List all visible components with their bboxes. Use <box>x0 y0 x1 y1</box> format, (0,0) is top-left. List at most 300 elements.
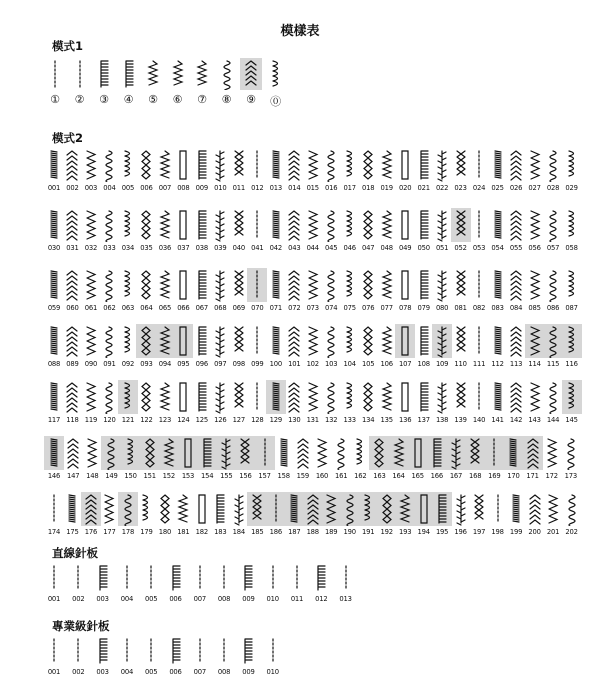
stitch-pattern-icon <box>173 208 193 242</box>
plate-stitch-item <box>238 636 258 686</box>
mode2-stitch-number: 012 <box>251 184 264 192</box>
plate-stitch-row <box>44 636 364 686</box>
stitch-pattern-icon <box>62 148 82 182</box>
mode2-stitch-number: 182 <box>195 528 209 536</box>
stitch-pattern-icon <box>358 208 378 242</box>
plate-stitch-item <box>336 563 356 613</box>
mode2-stitch-number: 149 <box>105 472 118 480</box>
mode2-stitch-item <box>210 266 230 324</box>
mode2-stitch-item <box>469 266 489 324</box>
mode1-stitch-number: ⑦ <box>197 93 207 106</box>
mode2-stitch-number: 107 <box>398 360 412 368</box>
plate-stitch-item <box>68 636 88 686</box>
mode1-stitch-item <box>142 58 164 108</box>
mode2-stitch-number: 094 <box>158 360 172 368</box>
mode2-stitch-item <box>247 378 267 436</box>
stitch-pattern-icon <box>432 268 452 302</box>
mode2-stitch-number: 154 <box>200 472 214 480</box>
stitch-pattern-icon <box>432 148 452 182</box>
mode2-stitch-item <box>358 146 378 204</box>
stitch-pattern-icon <box>63 436 83 470</box>
stitch-pattern-icon <box>312 436 332 470</box>
stitch-pattern-icon <box>414 492 434 526</box>
mode1-stitch-item <box>69 58 91 108</box>
mode2-stitch-item <box>377 322 397 380</box>
stitch-pattern-icon <box>303 208 323 242</box>
mode2-stitch-number: 090 <box>84 360 98 368</box>
stitch-pattern-icon <box>321 492 341 526</box>
stitch-pattern-icon <box>377 268 397 302</box>
mode2-stitch-item <box>62 206 82 264</box>
stitch-pattern-icon <box>155 268 175 302</box>
stitch-pattern-icon <box>377 208 397 242</box>
stitch-pattern-icon <box>136 268 156 302</box>
plate-stitch-number: 003 <box>96 668 109 676</box>
mode2-stitch-number: 028 <box>546 184 560 192</box>
plate-stitch-number: 011 <box>290 595 304 603</box>
mode1-stitch-number: ① <box>50 93 60 106</box>
mode2-stitch-item <box>358 322 378 380</box>
mode2-stitch-number: 050 <box>417 244 430 252</box>
stitch-pattern-icon <box>311 563 331 593</box>
mode2-stitch-item <box>44 146 64 204</box>
mode2-stitch-row <box>44 322 580 380</box>
mode2-stitch-item <box>395 490 415 548</box>
stitch-pattern-icon <box>192 380 212 414</box>
mode2-stitch-number: 108 <box>417 360 430 368</box>
mode2-stitch-number: 080 <box>435 304 449 312</box>
mode2-stitch-item <box>62 266 82 324</box>
mode2-stitch-number: 146 <box>47 472 61 480</box>
mode2-stitch-item <box>488 266 508 324</box>
plate-stitch-item <box>263 563 283 613</box>
stitch-pattern-icon <box>159 436 179 470</box>
stitch-pattern-icon <box>451 380 471 414</box>
mode2-stitch-number: 105 <box>362 360 375 368</box>
mode2-stitch-item <box>451 322 471 380</box>
stitch-pattern-icon <box>395 380 415 414</box>
mode2-stitch-item <box>414 322 434 380</box>
mode2-stitch-item <box>506 266 526 324</box>
plate-stitch-number: 012 <box>315 595 328 603</box>
stitch-pattern-icon <box>93 563 113 593</box>
plate-stitch-number: 008 <box>217 668 231 676</box>
stitch-pattern-icon <box>377 148 397 182</box>
mode2-stitch-number: 031 <box>66 244 79 252</box>
mode2-stitch-item <box>274 434 294 492</box>
stitch-pattern-icon <box>525 324 545 358</box>
stitch-pattern-icon <box>488 380 508 414</box>
mode2-stitch-item <box>216 434 236 492</box>
stitch-pattern-icon <box>62 324 82 358</box>
stitch-pattern-icon <box>293 436 313 470</box>
stitch-pattern-icon <box>506 148 526 182</box>
mode2-stitch-item <box>525 206 545 264</box>
mode2-stitch-item <box>99 490 119 548</box>
mode2-stitch-item <box>451 490 471 548</box>
mode2-stitch-item <box>414 266 434 324</box>
stitch-pattern-icon <box>432 380 452 414</box>
stitch-pattern-icon <box>238 636 258 666</box>
stitch-pattern-icon <box>562 268 582 302</box>
mode2-stitch-number: 155 <box>220 472 233 480</box>
mode2-stitch-item <box>543 146 563 204</box>
stitch-pattern-icon <box>525 380 545 414</box>
mode2-stitch-item <box>62 322 82 380</box>
mode2-stitch-number: 138 <box>435 416 449 424</box>
stitch-pattern-icon <box>488 208 508 242</box>
stitch-pattern-icon <box>340 492 360 526</box>
mode2-stitch-number: 171 <box>526 472 539 480</box>
plate-stitch-number: 008 <box>217 595 231 603</box>
mode2-stitch-number: 048 <box>380 244 393 252</box>
mode2-stitch-number: 124 <box>177 416 190 424</box>
mode2-stitch-item <box>229 146 249 204</box>
stitch-pattern-icon <box>118 380 138 414</box>
mode2-stitch-number: 086 <box>546 304 560 312</box>
mode2-stitch-number: 141 <box>491 416 504 424</box>
mode2-stitch-number: 045 <box>325 244 338 252</box>
stitch-pattern-icon <box>44 268 64 302</box>
mode2-stitch-number: 025 <box>491 184 504 192</box>
stitch-pattern-icon <box>303 148 323 182</box>
mode2-stitch-item <box>488 378 508 436</box>
mode2-stitch-item <box>303 206 323 264</box>
stitch-pattern-icon <box>562 492 582 526</box>
mode2-stitch-item <box>340 206 360 264</box>
stitch-pattern-icon <box>451 492 471 526</box>
mode2-stitch-number: 032 <box>84 244 98 252</box>
stitch-pattern-icon <box>266 492 286 526</box>
mode2-stitch-item <box>561 434 581 492</box>
mode2-stitch-number: 128 <box>251 416 264 424</box>
mode2-stitch-number: 195 <box>435 528 449 536</box>
mode2-stitch-item <box>562 490 582 548</box>
stitch-pattern-icon <box>229 268 249 302</box>
mode2-stitch-item <box>284 322 304 380</box>
mode2-stitch-number: 110 <box>454 360 467 368</box>
mode2-stitch-number: 116 <box>565 360 578 368</box>
mode2-stitch-item <box>321 266 341 324</box>
stitch-pattern-icon <box>210 148 230 182</box>
stitch-pattern-icon <box>62 380 82 414</box>
mode2-stitch-number: 052 <box>454 244 467 252</box>
mode2-stitch-item <box>340 378 360 436</box>
mode2-stitch-number: 006 <box>140 184 153 192</box>
mode2-stitch-item <box>118 378 138 436</box>
mode2-stitch-item <box>81 206 101 264</box>
mode2-stitch-item <box>321 378 341 436</box>
plate-stitch-number: 013 <box>339 595 352 603</box>
mode2-stitch-item <box>266 206 286 264</box>
stitch-pattern-icon <box>321 148 341 182</box>
mode1-stitch-row <box>44 58 314 108</box>
plate-stitch-number: 003 <box>96 595 109 603</box>
mode2-stitch-item <box>303 322 323 380</box>
stitch-pattern-icon <box>136 148 156 182</box>
mode2-stitch-number: 029 <box>565 184 578 192</box>
mode2-stitch-item <box>192 206 212 264</box>
mode2-stitch-item <box>155 266 175 324</box>
mode2-stitch-number: 111 <box>472 360 486 368</box>
mode2-stitch-item <box>562 266 582 324</box>
mode2-stitch-number: 135 <box>380 416 393 424</box>
stitch-pattern-icon <box>155 148 175 182</box>
stitch-pattern-icon <box>336 563 356 593</box>
mode2-stitch-number: 151 <box>143 472 156 480</box>
mode2-stitch-item <box>284 378 304 436</box>
mode2-stitch-number: 163 <box>373 472 386 480</box>
plate-stitch-item <box>44 563 64 613</box>
mode2-stitch-item <box>488 146 508 204</box>
mode2-stitch-item <box>229 490 249 548</box>
mode2-stitch-number: 123 <box>158 416 172 424</box>
mode2-stitch-number: 060 <box>66 304 79 312</box>
stitch-pattern-icon <box>469 380 489 414</box>
mode2-stitch-number: 067 <box>195 304 209 312</box>
mode2-stitch-item <box>247 490 267 548</box>
plate-stitch-item <box>238 563 258 613</box>
stitch-pattern-icon <box>266 380 286 414</box>
mode2-stitch-item <box>192 490 212 548</box>
mode2-stitch-number: 089 <box>66 360 79 368</box>
mode2-stitch-item <box>284 146 304 204</box>
mode2-stitch-item <box>377 266 397 324</box>
stitch-pattern-icon <box>118 268 138 302</box>
mode2-stitch-item <box>503 434 523 492</box>
mode2-stitch-item <box>192 146 212 204</box>
stitch-pattern-icon <box>432 208 452 242</box>
mode2-stitch-number: 087 <box>565 304 578 312</box>
mode2-stitch-item <box>469 378 489 436</box>
stitch-pattern-icon <box>465 436 485 470</box>
stitch-pattern-icon <box>210 324 230 358</box>
mode2-stitch-item <box>197 434 217 492</box>
mode2-stitch-number: 183 <box>214 528 227 536</box>
stitch-pattern-icon <box>68 636 88 666</box>
plate-stitch-number: 001 <box>47 595 61 603</box>
stitch-pattern-icon <box>99 492 119 526</box>
mode1-stitch-item <box>44 58 66 108</box>
mode2-stitch-number: 190 <box>343 528 356 536</box>
stitch-pattern-icon <box>44 324 64 358</box>
mode2-stitch-item <box>81 322 101 380</box>
stitch-pattern-icon <box>414 380 434 414</box>
mode2-stitch-item <box>140 434 160 492</box>
mode2-stitch-number: 196 <box>454 528 467 536</box>
stitch-pattern-icon <box>173 492 193 526</box>
mode2-stitch-item <box>155 490 175 548</box>
mode2-stitch-item <box>395 146 415 204</box>
mode2-stitch-number: 022 <box>435 184 449 192</box>
stitch-pattern-icon <box>44 208 64 242</box>
mode2-stitch-number: 106 <box>380 360 393 368</box>
mode2-stitch-number: 081 <box>454 304 467 312</box>
mode1-stitch-item <box>191 58 213 108</box>
mode2-stitch-item <box>155 206 175 264</box>
stitch-pattern-icon <box>377 380 397 414</box>
mode2-stitch-item <box>229 206 249 264</box>
mode2-stitch-number: 078 <box>398 304 412 312</box>
mode2-stitch-item <box>192 378 212 436</box>
section-pro-plate-heading: 專業級針板 <box>52 619 110 633</box>
mode2-stitch-number: 083 <box>491 304 504 312</box>
mode2-stitch-number: 051 <box>435 244 449 252</box>
stitch-pattern-icon <box>523 436 543 470</box>
mode2-stitch-item <box>446 434 466 492</box>
mode2-stitch-item <box>303 146 323 204</box>
mode2-stitch-item <box>293 434 313 492</box>
stitch-pattern-icon <box>173 380 193 414</box>
mode2-stitch-item <box>235 434 255 492</box>
mode2-stitch-number: 018 <box>362 184 375 192</box>
mode2-stitch-item <box>543 378 563 436</box>
mode2-stitch-number: 019 <box>380 184 393 192</box>
stitch-pattern-icon <box>247 380 267 414</box>
stitch-pattern-icon <box>192 148 212 182</box>
mode2-stitch-number: 145 <box>565 416 578 424</box>
stitch-pattern-icon <box>266 148 286 182</box>
mode2-stitch-number: 120 <box>103 416 116 424</box>
mode2-stitch-number: 187 <box>288 528 301 536</box>
plate-stitch-number: 005 <box>145 668 158 676</box>
straight-plate-stitch-row <box>44 563 364 613</box>
stitch-pattern-icon <box>141 563 161 593</box>
mode2-stitch-number: 126 <box>214 416 227 424</box>
plate-stitch-item <box>117 563 137 613</box>
mode2-stitch-item <box>377 146 397 204</box>
stitch-pattern-icon <box>101 436 121 470</box>
stitch-pattern-icon <box>229 208 249 242</box>
mode2-stitch-item <box>432 146 452 204</box>
stitch-pattern-icon <box>247 208 267 242</box>
mode2-stitch-item <box>525 490 545 548</box>
stitch-pattern-icon <box>192 208 212 242</box>
stitch-pattern-icon <box>167 58 189 90</box>
mode2-stitch-number: 034 <box>121 244 135 252</box>
mode2-stitch-number: 047 <box>362 244 375 252</box>
stitch-pattern-icon <box>155 208 175 242</box>
mode2-stitch-number: 099 <box>251 360 264 368</box>
mode2-stitch-number: 139 <box>454 416 467 424</box>
mode2-stitch-item <box>229 266 249 324</box>
mode2-stitch-number: 053 <box>472 244 486 252</box>
plate-stitch-item <box>214 563 234 613</box>
stitch-pattern-icon <box>358 380 378 414</box>
mode1-stitch-item <box>118 58 140 108</box>
stitch-pattern-icon <box>340 148 360 182</box>
mode2-stitch-number: 037 <box>177 244 190 252</box>
plate-stitch-number: 004 <box>120 668 134 676</box>
mode2-stitch-item <box>562 206 582 264</box>
mode2-stitch-item <box>229 378 249 436</box>
stitch-pattern-icon <box>543 492 563 526</box>
stitch-pattern-icon <box>506 324 526 358</box>
mode2-stitch-item <box>395 206 415 264</box>
mode2-stitch-item <box>136 146 156 204</box>
stitch-pattern-icon <box>506 492 526 526</box>
mode2-stitch-item <box>81 146 101 204</box>
mode2-stitch-item <box>432 490 452 548</box>
mode2-stitch-item <box>303 266 323 324</box>
mode2-stitch-item <box>118 490 138 548</box>
stitch-pattern-icon <box>229 492 249 526</box>
stitch-pattern-icon <box>44 380 64 414</box>
stitch-pattern-icon <box>506 208 526 242</box>
stitch-pattern-icon <box>321 380 341 414</box>
mode2-stitch-item <box>173 266 193 324</box>
mode2-stitch-item <box>82 434 102 492</box>
stitch-pattern-icon <box>303 324 323 358</box>
plate-stitch-item <box>141 563 161 613</box>
mode2-stitch-item <box>173 206 193 264</box>
stitch-pattern-icon <box>155 380 175 414</box>
mode2-stitch-item <box>62 378 82 436</box>
mode2-stitch-number: 117 <box>47 416 61 424</box>
plate-stitch-number: 001 <box>47 668 61 676</box>
mode2-stitch-number: 088 <box>47 360 61 368</box>
stitch-pattern-icon <box>136 208 156 242</box>
mode2-stitch-number: 084 <box>509 304 523 312</box>
stitch-pattern-icon <box>214 636 234 666</box>
stitch-pattern-icon <box>121 436 141 470</box>
mode2-stitch-row <box>44 146 580 204</box>
mode2-stitch-number: 165 <box>411 472 424 480</box>
mode2-stitch-item <box>266 490 286 548</box>
mode2-stitch-number: 166 <box>430 472 444 480</box>
mode2-stitch-number: 189 <box>325 528 338 536</box>
stitch-pattern-icon <box>543 268 563 302</box>
mode2-stitch-item <box>432 206 452 264</box>
mode2-stitch-number: 185 <box>251 528 264 536</box>
mode2-stitch-row <box>44 378 580 436</box>
stitch-pattern-icon <box>99 380 119 414</box>
mode2-stitch-item <box>488 206 508 264</box>
mode2-stitch-item <box>136 322 156 380</box>
mode2-stitch-item <box>488 490 508 548</box>
mode2-stitch-item <box>284 266 304 324</box>
mode2-stitch-number: 075 <box>343 304 356 312</box>
mode2-stitch-number: 156 <box>239 472 252 480</box>
mode2-stitch-number: 131 <box>306 416 319 424</box>
stitch-pattern-icon <box>321 268 341 302</box>
mode2-stitch-item <box>543 266 563 324</box>
stitch-pattern-icon <box>395 208 415 242</box>
mode2-stitch-number: 192 <box>380 528 393 536</box>
chart-title: 模樣表 <box>280 24 320 39</box>
mode2-stitch-number: 070 <box>251 304 264 312</box>
stitch-pattern-icon <box>173 268 193 302</box>
mode2-stitch-number: 160 <box>315 472 329 480</box>
mode2-stitch-number: 181 <box>177 528 190 536</box>
mode2-stitch-item <box>525 322 545 380</box>
stitch-pattern-icon <box>432 324 452 358</box>
stitch-pattern-icon <box>82 436 102 470</box>
mode2-stitch-number: 061 <box>84 304 98 312</box>
mode2-stitch-number: 198 <box>491 528 504 536</box>
mode2-stitch-number: 071 <box>269 304 282 312</box>
plate-stitch-number: 002 <box>72 668 85 676</box>
stitch-pattern-icon <box>506 380 526 414</box>
mode2-stitch-item <box>210 322 230 380</box>
stitch-pattern-icon <box>562 148 582 182</box>
plate-stitch-row <box>44 563 364 613</box>
mode2-stitch-item <box>118 322 138 380</box>
mode2-stitch-number: 102 <box>306 360 319 368</box>
stitch-pattern-icon <box>469 268 489 302</box>
mode2-stitch-item <box>44 322 64 380</box>
stitch-pattern-icon <box>274 436 294 470</box>
